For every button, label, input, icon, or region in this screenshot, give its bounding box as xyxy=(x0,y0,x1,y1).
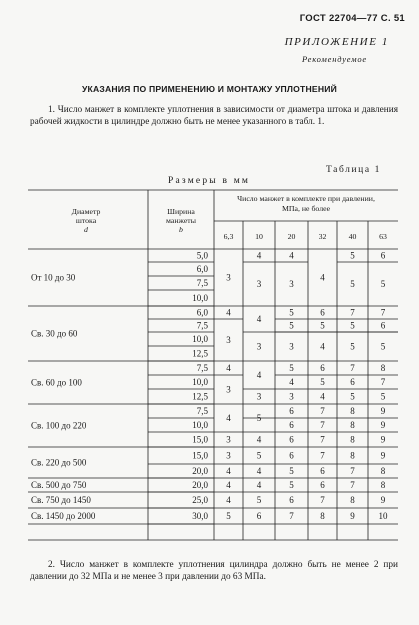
count-value: 3 xyxy=(256,279,262,289)
width-value: 7,5 xyxy=(196,320,208,331)
appendix-label: ПРИЛОЖЕНИЕ 1 xyxy=(284,36,389,48)
header-pressure: 63 xyxy=(379,232,387,241)
page-header: ГОСТ 22704—77 С. 51 xyxy=(299,13,405,24)
width-value: 10,0 xyxy=(192,334,208,344)
count-value: 3 xyxy=(226,272,231,283)
recommended-label: Рекомендуемое xyxy=(301,54,367,64)
count-value: 5 xyxy=(289,466,294,476)
width-value: 6,0 xyxy=(196,307,208,318)
count-value: 8 xyxy=(350,406,355,416)
count-value: 4 xyxy=(226,363,231,373)
count-value: 5 xyxy=(320,320,325,331)
count-value: 4 xyxy=(226,413,231,423)
header-pressure: 32 xyxy=(318,232,327,241)
width-value: 15,0 xyxy=(192,434,208,445)
count-value: 3 xyxy=(226,434,231,445)
count-value: 6 xyxy=(320,480,325,490)
width-value: 20,0 xyxy=(192,466,208,476)
count-value: 4 xyxy=(320,272,325,283)
diameter-label: Св. 30 до 60 xyxy=(31,328,78,339)
count-value: 9 xyxy=(350,511,355,521)
table-number: Таблица 1 xyxy=(325,165,381,175)
width-value: 10,0 xyxy=(192,377,208,387)
count-value: 7 xyxy=(350,466,355,476)
width-value: 5,0 xyxy=(196,250,208,261)
width-value: 10,0 xyxy=(192,293,208,303)
diameter-label: Св. 500 до 750 xyxy=(31,480,87,490)
count-value: 5 xyxy=(256,413,262,423)
count-value: 8 xyxy=(320,511,325,521)
count-value: 4 xyxy=(256,434,262,445)
count-value: 5 xyxy=(350,391,355,402)
width-value: 12,5 xyxy=(192,348,208,359)
header-count: Число манжет в комплекте при давлении, xyxy=(237,194,375,203)
count-value: 8 xyxy=(350,495,355,505)
count-value: 5 xyxy=(350,320,355,331)
count-value: 4 xyxy=(256,250,262,261)
header-pressure: 10 xyxy=(255,232,263,241)
count-value: 6 xyxy=(289,420,294,430)
width-value: 7,5 xyxy=(196,363,208,373)
count-value: 4 xyxy=(226,307,231,318)
count-value: 7 xyxy=(320,495,325,505)
header-diameter: d xyxy=(84,225,88,234)
count-value: 4 xyxy=(320,391,325,402)
count-value: 3 xyxy=(226,335,231,345)
count-value: 3 xyxy=(289,391,294,402)
diameter-label: От 10 до 30 xyxy=(31,272,76,283)
count-value: 4 xyxy=(226,480,231,490)
count-value: 8 xyxy=(350,450,355,461)
header-pressure: 40 xyxy=(348,232,357,241)
count-value: 9 xyxy=(380,495,386,505)
count-value: 8 xyxy=(380,363,386,373)
count-value: 5 xyxy=(350,279,355,289)
count-value: 6 xyxy=(350,377,355,387)
count-value: 4 xyxy=(320,341,325,352)
count-value: 4 xyxy=(289,250,294,261)
header-width: манжеты xyxy=(166,216,196,225)
count-value: 8 xyxy=(380,466,386,476)
count-value: 4 xyxy=(226,466,231,476)
count-value: 6 xyxy=(289,450,294,461)
count-value: 3 xyxy=(226,384,231,395)
count-value: 5 xyxy=(350,341,355,352)
count-value: 6 xyxy=(289,495,294,505)
header-pressure: 6,3 xyxy=(223,232,234,241)
count-value: 4 xyxy=(256,480,262,490)
count-value: 5 xyxy=(256,450,262,461)
count-value: 7 xyxy=(380,307,386,318)
count-value: 10 xyxy=(378,511,388,521)
count-value: 3 xyxy=(289,341,294,352)
count-value: 5 xyxy=(226,511,231,521)
count-value: 6 xyxy=(320,466,325,476)
count-value: 6 xyxy=(320,363,325,373)
width-value: 25,0 xyxy=(192,495,208,505)
count-value: 4 xyxy=(256,466,262,476)
header-width: b xyxy=(179,225,183,234)
width-value: 15,0 xyxy=(192,450,208,461)
count-value: 7 xyxy=(350,363,355,373)
count-value: 7 xyxy=(320,434,325,445)
count-value: 8 xyxy=(350,420,355,430)
width-value: 20,0 xyxy=(192,480,208,490)
header-pressure: 20 xyxy=(287,232,296,241)
header-width: Ширина xyxy=(167,207,195,216)
count-value: 5 xyxy=(256,495,262,505)
diameter-label: Св. 750 до 1450 xyxy=(31,495,91,505)
count-value: 9 xyxy=(380,434,386,445)
count-value: 5 xyxy=(380,341,386,352)
count-value: 8 xyxy=(350,434,355,445)
count-value: 4 xyxy=(256,370,262,380)
width-value: 7,5 xyxy=(196,406,208,416)
count-value: 5 xyxy=(289,480,294,490)
count-value: 6 xyxy=(380,320,386,331)
count-value: 7 xyxy=(320,406,325,416)
count-value: 3 xyxy=(289,279,294,289)
count-value: 9 xyxy=(380,450,386,461)
count-value: 9 xyxy=(380,406,386,416)
paragraph-2: 2. Число манжет в комплекте уплотнения цилиндра должно быть не менее 2 при давлении до 32 МПа и не менее 3 при давлении до 63 МПа. xyxy=(30,560,398,583)
count-value: 7 xyxy=(350,307,355,318)
count-value: 7 xyxy=(320,420,325,430)
count-value: 4 xyxy=(289,377,294,387)
count-value: 6 xyxy=(289,434,294,445)
table-units: Размеры в мм xyxy=(168,176,251,186)
diameter-label: Св. 220 до 500 xyxy=(31,457,87,468)
count-value: 6 xyxy=(320,307,325,318)
count-value: 5 xyxy=(320,377,325,387)
header-count: МПа, не более xyxy=(281,204,331,213)
count-value: 5 xyxy=(289,320,294,331)
header-diameter: Диаметр xyxy=(71,207,101,216)
count-value: 3 xyxy=(256,341,262,352)
diameter-label: Св. 1450 до 2000 xyxy=(31,511,96,521)
count-value: 5 xyxy=(380,279,386,289)
width-value: 10,0 xyxy=(192,420,208,430)
count-value: 5 xyxy=(289,363,294,373)
count-value: 5 xyxy=(289,307,294,318)
header-diameter: штока xyxy=(75,216,97,225)
count-value: 5 xyxy=(380,391,386,402)
count-value: 6 xyxy=(289,406,294,416)
count-value: 8 xyxy=(380,480,386,490)
count-value: 6 xyxy=(256,511,262,521)
count-value: 4 xyxy=(226,495,231,505)
paragraph-1: 1. Число манжет в комплекте уплотнения в зависимости от диаметра штока и давления рабочей жидкости в цилиндре должно быть не менее указанного в табл. 1. xyxy=(30,105,398,128)
count-value: 6 xyxy=(380,250,386,261)
width-value: 6,0 xyxy=(196,264,208,274)
count-value: 7 xyxy=(350,480,355,490)
count-value: 7 xyxy=(289,511,294,521)
count-value: 5 xyxy=(350,250,355,261)
count-value: 3 xyxy=(256,391,262,402)
count-value: 4 xyxy=(256,314,262,324)
count-value: 3 xyxy=(226,450,231,461)
width-value: 7,5 xyxy=(196,278,208,288)
diameter-label: Св. 60 до 100 xyxy=(31,377,82,388)
width-value: 12,5 xyxy=(192,391,208,402)
count-value: 7 xyxy=(320,450,325,461)
section-title: УКАЗАНИЯ ПО ПРИМЕНЕНИЮ И МОНТАЖУ УПЛОТНЕНИЙ xyxy=(82,84,337,94)
count-value: 7 xyxy=(380,377,386,387)
width-value: 30,0 xyxy=(192,511,208,521)
count-value: 9 xyxy=(380,420,386,430)
diameter-label: Св. 100 до 220 xyxy=(31,420,87,431)
